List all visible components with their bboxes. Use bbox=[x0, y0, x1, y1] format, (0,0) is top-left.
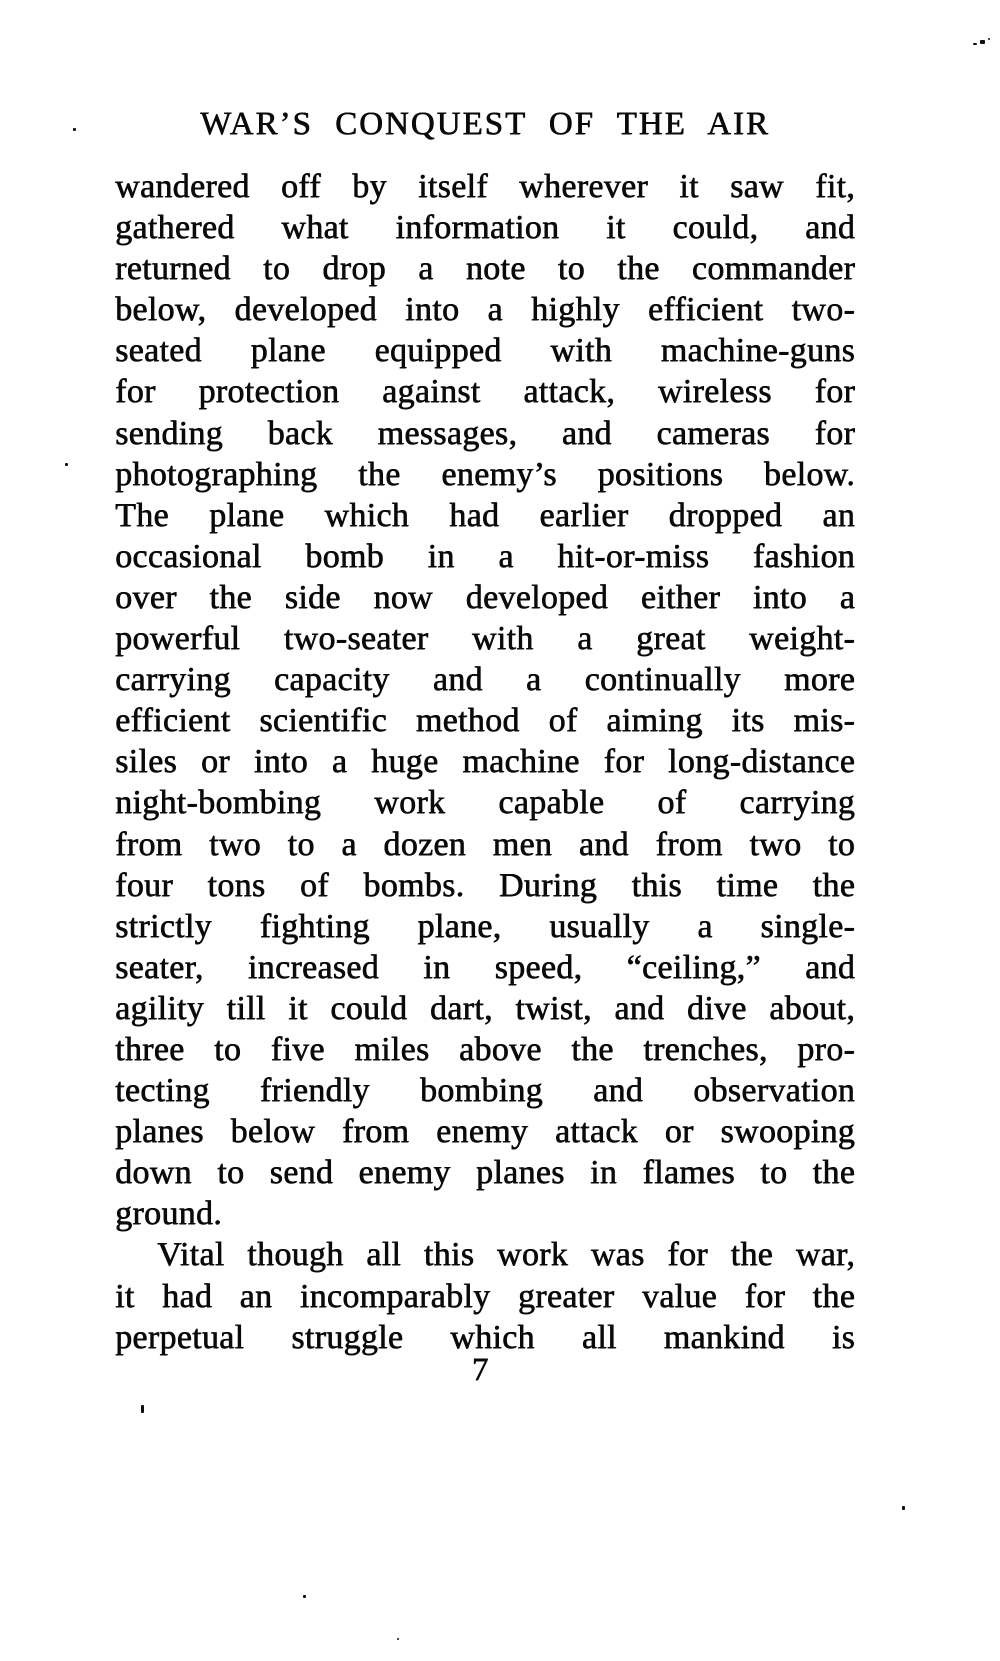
page-number: 7 bbox=[471, 1352, 489, 1388]
scan-speck bbox=[141, 1405, 144, 1413]
scan-speck bbox=[397, 1638, 399, 1640]
text-line: for protection against attack, wireless for bbox=[115, 373, 855, 411]
text-line: efficient scientific method of aiming its mis- bbox=[115, 702, 855, 740]
text-line: night-bombing work capable of carrying bbox=[115, 784, 855, 822]
text-line: siles or into a huge machine for long-distance bbox=[115, 743, 855, 781]
text-line: occasional bomb in a hit-or-miss fashion bbox=[115, 537, 855, 575]
text-line: it had an incomparably greater value for the bbox=[115, 1277, 855, 1315]
text-line: seated plane equipped with machine-guns bbox=[115, 332, 855, 370]
scan-speck bbox=[980, 40, 985, 44]
text-line: wandered off by itself wherever it saw fit, bbox=[115, 168, 855, 205]
text-line: three to five miles above the trenches, pro- bbox=[115, 1030, 855, 1068]
scan-speck bbox=[303, 1595, 306, 1598]
text-line: four tons of bombs. During this time the bbox=[115, 866, 855, 904]
text-line: powerful two-seater with a great weight- bbox=[115, 620, 855, 658]
text-line: planes below from enemy attack or swooping bbox=[115, 1113, 855, 1151]
text-line: tecting friendly bombing and observation bbox=[115, 1072, 855, 1110]
text-line: over the side now developed either into a bbox=[115, 578, 855, 616]
scan-speck bbox=[65, 463, 68, 466]
text-line: strictly fighting plane, usually a single- bbox=[115, 907, 855, 945]
text-line: perpetual struggle which all mankind is bbox=[115, 1318, 855, 1356]
scan-speck bbox=[988, 38, 990, 40]
text-line: sending back messages, and cameras for bbox=[115, 414, 855, 452]
text-line: gathered what information it could, and bbox=[115, 209, 855, 247]
text-line: down to send enemy planes in flames to the bbox=[115, 1154, 855, 1192]
text-line: ground. bbox=[115, 1195, 222, 1233]
scan-speck bbox=[902, 1506, 905, 1510]
text-line: seater, increased in speed, “ceiling,” and bbox=[115, 948, 855, 986]
running-head-title: WAR’S CONQUEST OF THE AIR bbox=[200, 106, 770, 142]
text-line: Vital though all this work was for the war, bbox=[157, 1236, 855, 1274]
scan-speck bbox=[973, 43, 977, 45]
text-line: carrying capacity and a continually more bbox=[115, 661, 855, 699]
text-line: below, developed into a highly efficient two- bbox=[115, 291, 855, 329]
text-line: returned to drop a note to the commander bbox=[115, 250, 855, 288]
text-line: photographing the enemy’s positions below. bbox=[115, 455, 855, 493]
body-text-block bbox=[115, 166, 855, 1358]
text-line: from two to a dozen men and from two to bbox=[115, 825, 855, 863]
text-line: agility till it could dart, twist, and dive about, bbox=[115, 989, 855, 1027]
text-line: The plane which had earlier dropped an bbox=[115, 496, 855, 534]
scan-speck bbox=[73, 128, 76, 131]
